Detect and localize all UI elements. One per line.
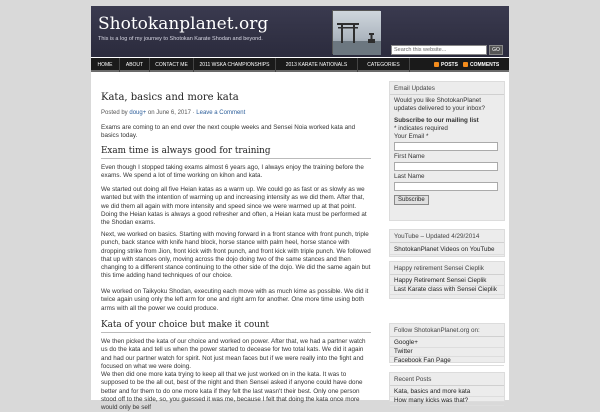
search-button[interactable]: GO [489, 45, 503, 55]
youtube-link[interactable]: ShotokanPlanet Videos on YouTube [390, 246, 504, 255]
post-meta [101, 110, 245, 116]
retirement-link[interactable]: Happy Retirement Sensei Cieplik [390, 277, 504, 286]
header-photo [332, 10, 380, 54]
first-name-label: First Name [394, 153, 425, 160]
subscribe-button[interactable]: Subscribe [394, 195, 429, 205]
post-title[interactable]: Kata, basics and more kata [101, 92, 239, 103]
facebook-link[interactable]: Facebook Fan Page [390, 357, 504, 366]
torii-photo [333, 11, 381, 55]
subscribe-heading: Subscribe to our mailing list [394, 117, 479, 124]
paragraph-2: Even though I stopped taking exams almost 6 years ago, I always enjoy the training before the exams. We spend a lot of time working on kihon and kata. [101, 164, 364, 180]
post-date: on June 6, 2017 · [147, 110, 195, 116]
nav-contact[interactable]: CONTACT ME [150, 58, 194, 72]
posts-feed-link[interactable] [434, 58, 458, 72]
comments-feed-label: COMMENTS [470, 62, 500, 68]
widget-title: YouTube – Updated 4/29/2014 [390, 230, 504, 243]
nav-nationals-2013[interactable]: 2013 KARATE NATIONALS [276, 58, 358, 72]
retirement-widget [389, 261, 505, 299]
recent-posts-widget [389, 372, 505, 402]
email-intro: Would you like ShotokanPlanet updates delivered to your inbox? [394, 97, 486, 112]
sidebar [389, 76, 505, 404]
nav-categories[interactable]: CATEGORIES [358, 58, 410, 72]
last-class-link[interactable]: Last Karate class with Sensei Cieplik [390, 286, 504, 295]
search-input[interactable]: Search this website... [391, 45, 487, 55]
first-name-field[interactable] [394, 162, 498, 171]
rss-icon [434, 62, 439, 67]
comments-feed-link[interactable] [463, 58, 499, 72]
email-label: Your Email * [394, 133, 429, 140]
nav-home[interactable]: HOME [91, 58, 120, 72]
paragraph-4: Next, we worked on basics. Starting with moving forward in a front stance with front punch, triple punch, back stance with knife hand block, horse stance with palm heel, horse stance with dropping strike from Jion, front kick with front punch, and front kick with triple punch. We followed that up with stances only, moving across the dojo doing two of the same stances and then changing to a different stance continuing to the other side of the dojo. We did the same again but this time adding hand techniques of our choice. [101, 231, 371, 280]
twitter-link[interactable]: Twitter [390, 348, 504, 357]
nav-wska-2011[interactable]: 2011 WSKA CHAMPIONSHIPS [194, 58, 276, 72]
paragraph-1: Exams are coming to an end over the next couple weeks and Sensei Noia worked kata and basics today. [101, 124, 356, 140]
google-plus-link[interactable]: Google+ [390, 339, 504, 348]
recent-post-link[interactable]: How many kicks was that? [390, 397, 504, 406]
widget-title: Happy retirement Sensei Cieplik [390, 262, 504, 275]
widget-title: Follow ShotokanPlanet.org on: [390, 324, 504, 337]
required-note: * indicates required [394, 125, 448, 132]
widget-title: Recent Posts [390, 373, 504, 386]
widget-title: Email Updates [390, 82, 504, 95]
paragraph-6: We then picked the kata of our choice and worked on power. After that, we had a partner watch us do the kata and tell us when the power started to decease for two total kats. We did it again and had our partner watch for spirit. Not just mean faces but if we were really into the fight and focused on what we were doing. [101, 338, 366, 370]
rss-icon [463, 62, 468, 67]
follow-widget [389, 323, 505, 363]
posts-feed-label: POSTS [441, 62, 458, 68]
paragraph-7: We then did one more kata trying to keep all that we just worked on in the kata. It was to supposed to be the all out, best of the night and then Sensei asked if anyone could have done better and for them to do one more kata if they felt the last wasn't their best. Only one person stood off to the side, so, you guessed it was me, because I felt that doing the kata once more would only be self [101, 371, 363, 412]
email-field[interactable] [394, 142, 498, 151]
page [91, 6, 509, 412]
paragraph-5: We worked on Taikyoku Shodan, executing each move with as much kime as possible. We did it twice again using only the left arm for one and right arm for another. One more time using both arms with all the power we could produce. [101, 288, 369, 312]
paragraph-3: We started out doing all five Heian katas as a warm up. We could go as fast or as slowly as we wanted but with the intention of warming up and increasing intensity as we did them. After that, we did them all again with more intensity and speed since we were warmed up at that point. Doing the Heian katas is always a good refresher and often, a Heian kata must be performed at the Shodan exams. [101, 186, 367, 227]
leave-comment-link[interactable]: Leave a Comment [196, 110, 246, 116]
recent-post-link[interactable]: Kata, basics and more kata [390, 388, 504, 397]
email-updates-widget [389, 81, 505, 221]
section-heading-1: Exam time is always good for training [101, 146, 371, 159]
youtube-widget [389, 229, 505, 257]
site-tagline: This is a log of my journey to Shotokan Karate Shodan and beyond. [98, 36, 263, 42]
author-link[interactable]: doug+ [129, 110, 147, 116]
nav-about[interactable]: ABOUT [120, 58, 150, 72]
meta-prefix: Posted by [101, 110, 128, 116]
site-header [91, 6, 509, 57]
main-nav [91, 58, 509, 72]
site-title[interactable]: Shotokanplanet.org [98, 14, 269, 34]
last-name-label: Last Name [394, 173, 425, 180]
last-name-field[interactable] [394, 182, 498, 191]
section-heading-2: Kata of your choice but make it count [101, 320, 371, 333]
